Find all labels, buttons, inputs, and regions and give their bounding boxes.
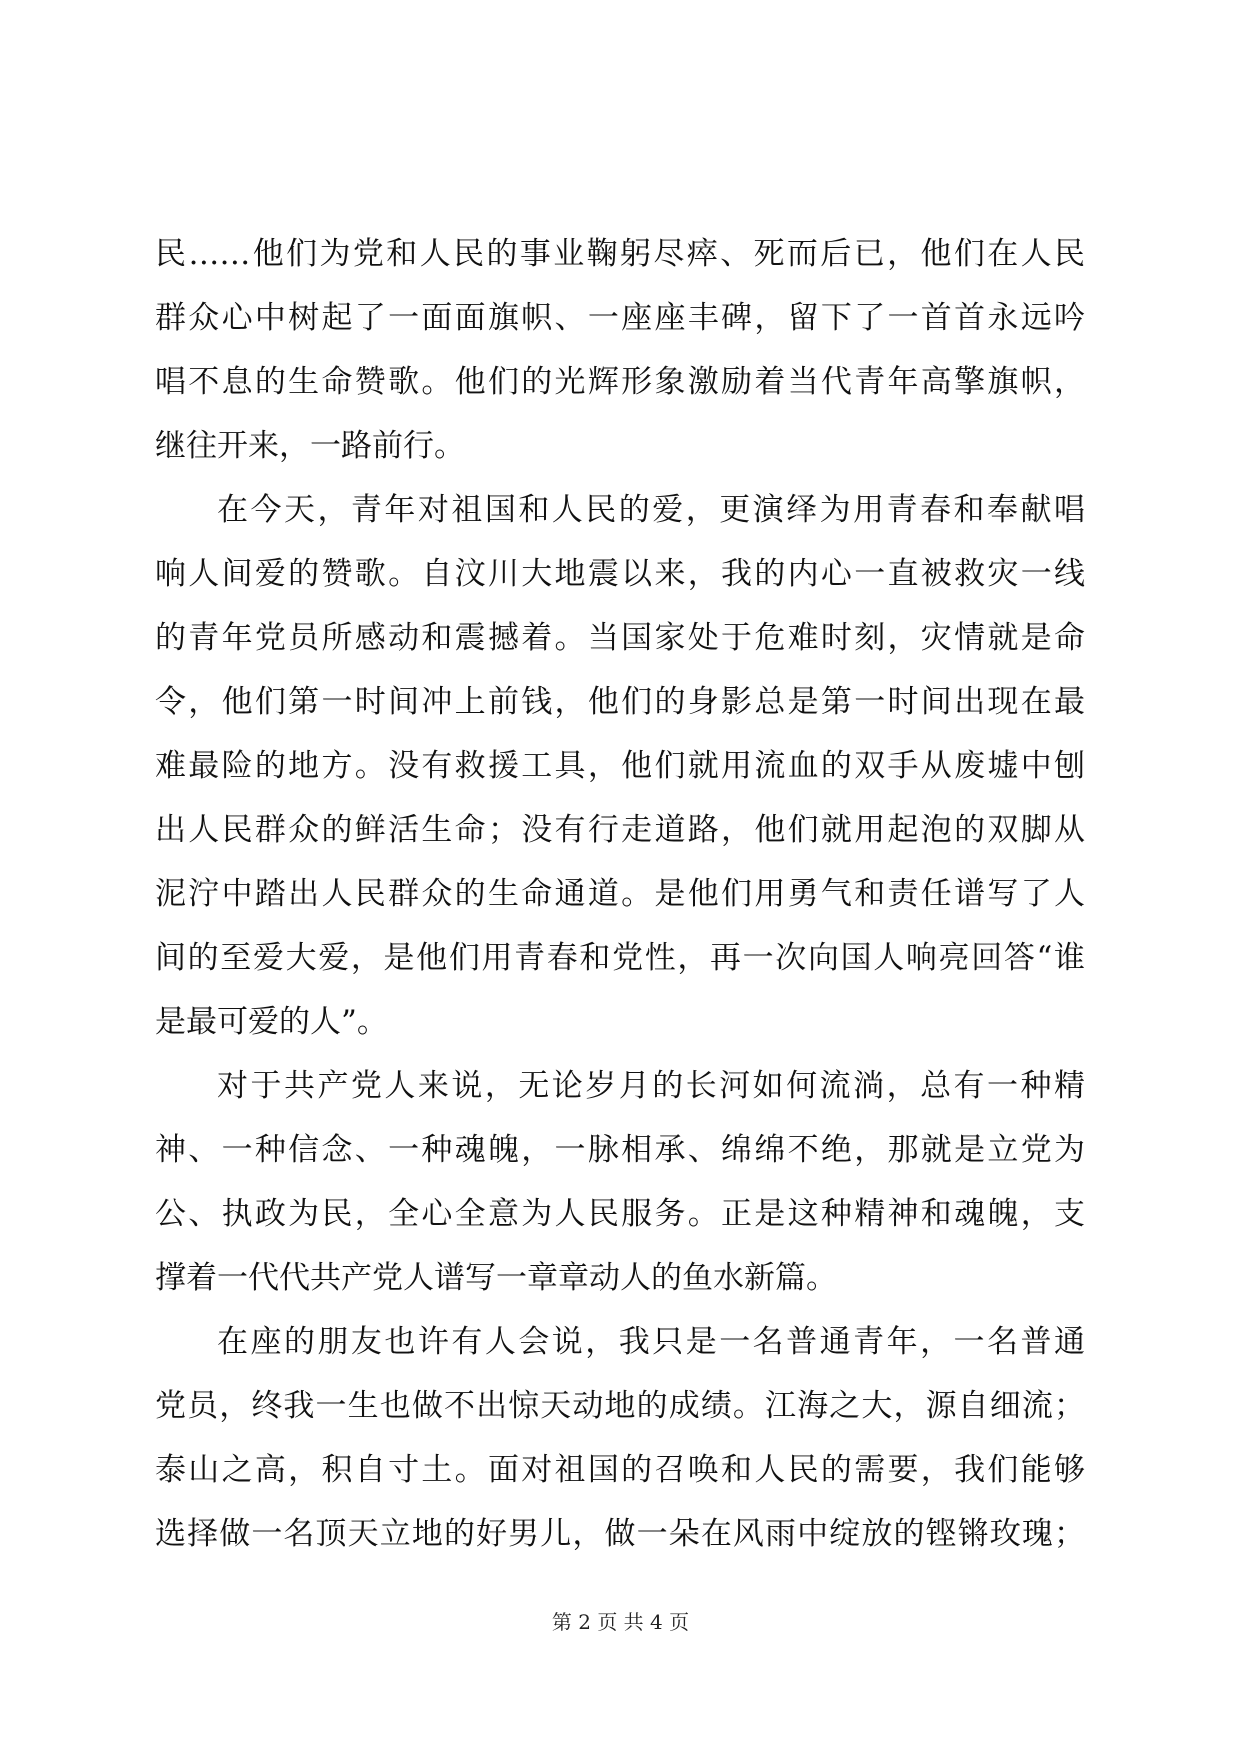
text-line: 泥泞中踏出人民群众的生命通道。是他们用勇气和责任谱写了人 (155, 876, 1085, 912)
text-line: 党员，终我一生也做不出惊天动地的成绩。江海之大，源自细流； (155, 1388, 1085, 1424)
body-text (155, 222, 1085, 1566)
text-line: 公、执政为民，全心全意为人民服务。正是这种精神和魂魄，支 (155, 1196, 1085, 1232)
text-line: 泰山之高，积自寸土。面对祖国的召唤和人民的需要，我们能够 (155, 1452, 1085, 1488)
text-line: 民……他们为党和人民的事业鞠躬尽瘁、死而后已，他们在人民 (155, 236, 1085, 272)
page-number-footer: 第 2 页 共 4 页 (551, 1610, 690, 1634)
text-line: 唱不息的生命赞歌。他们的光辉形象激励着当代青年高擎旗帜， (155, 364, 1085, 400)
text-line: 继往开来，一路前行。 (155, 428, 465, 464)
text-line: 神、一种信念、一种魂魄，一脉相承、绵绵不绝，那就是立党为 (155, 1132, 1085, 1168)
text-line: 出人民群众的鲜活生命；没有行走道路，他们就用起泡的双脚从 (155, 812, 1085, 848)
text-line: 响人间爱的赞歌。自汶川大地震以来，我的内心一直被救灾一线 (155, 556, 1085, 592)
text-line: 选择做一名顶天立地的好男儿，做一朵在风雨中绽放的铿锵玫瑰； (155, 1516, 1085, 1552)
text-line: 撑着一代代共产党人谱写一章章动人的鱼水新篇。 (155, 1260, 837, 1296)
text-line: 的青年党员所感动和震撼着。当国家处于危难时刻，灾情就是命 (155, 620, 1085, 656)
paragraph-first-line: 对于共产党人来说，无论岁月的长河如何流淌，总有一种精 (217, 1068, 1085, 1104)
text-line: 难最险的地方。没有救援工具，他们就用流血的双手从废墟中刨 (155, 748, 1085, 784)
paragraph-first-line: 在座的朋友也许有人会说，我只是一名普通青年，一名普通 (217, 1324, 1085, 1360)
text-line: 间的至爱大爱，是他们用青春和党性，再一次向国人响亮回答“谁 (155, 940, 1085, 976)
text-line: 令，他们第一时间冲上前钱，他们的身影总是第一时间出现在最 (155, 684, 1085, 720)
paragraph-first-line: 在今天，青年对祖国和人民的爱，更演绎为用青春和奉献唱 (217, 492, 1085, 528)
text-line: 群众心中树起了一面面旗帜、一座座丰碑，留下了一首首永远吟 (155, 300, 1085, 336)
text-line: 是最可爱的人”。 (155, 1004, 388, 1040)
